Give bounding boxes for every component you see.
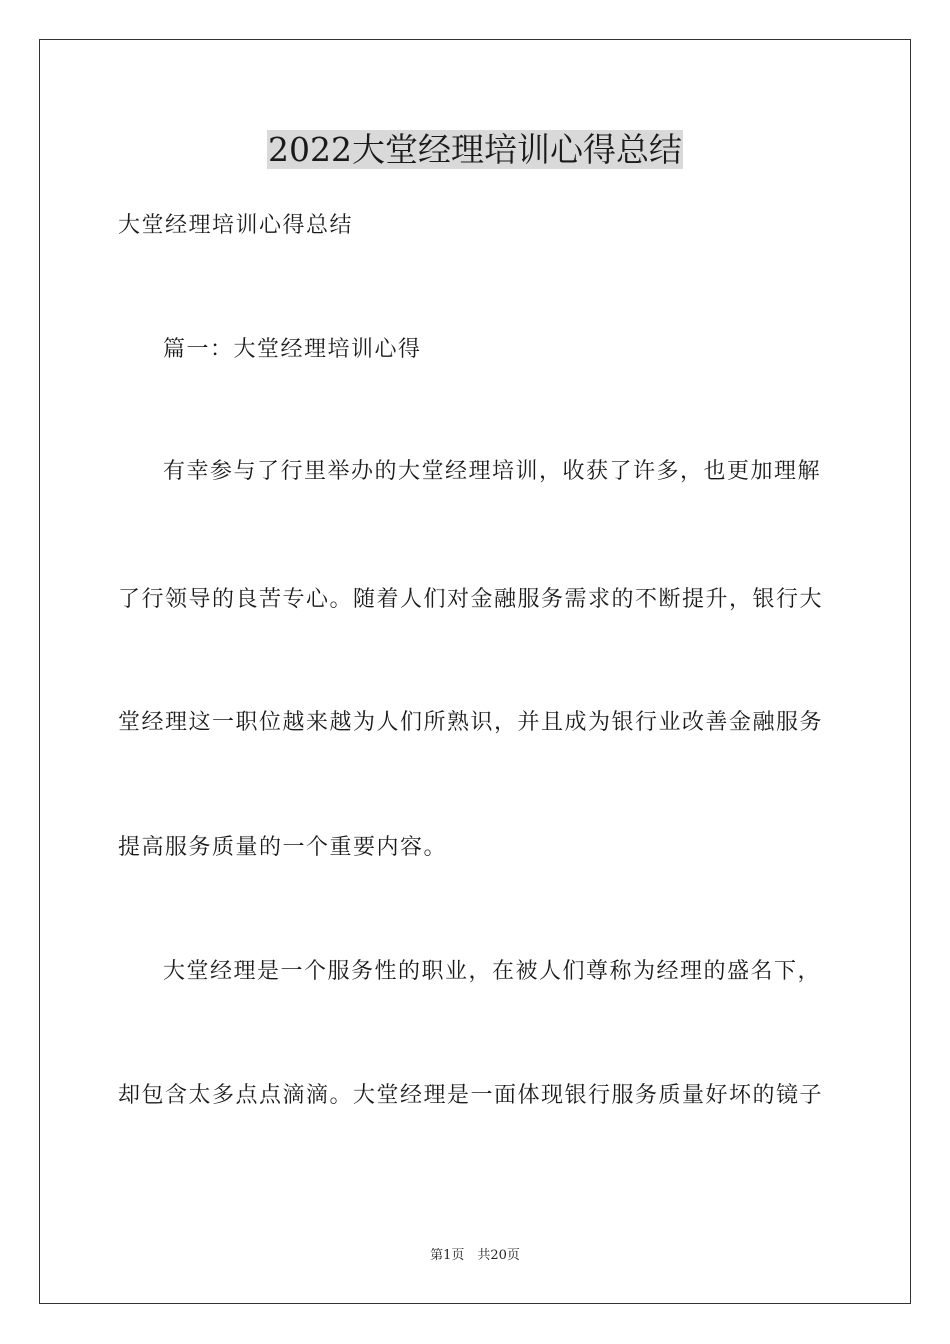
page-footer: 第1页 共20页 <box>430 1248 520 1263</box>
paragraph-line: 却包含太多点点滴滴。大堂经理是一面体现银行服务质量好坏的镜子 <box>118 1083 824 1108</box>
document-title <box>0 128 950 172</box>
paragraph-line: 了行领导的良苦专心。随着人们对金融服务需求的不断提升，银行大 <box>118 587 824 612</box>
section-heading: 篇一：大堂经理培训心得 <box>163 337 422 362</box>
subtitle-line: 大堂经理培训心得总结 <box>118 213 354 238</box>
paragraph-line: 有幸参与了行里举办的大堂经理培训，收获了许多，也更加理解 <box>163 459 822 484</box>
paragraph-line: 提高服务质量的一个重要内容。 <box>118 835 448 860</box>
paragraph-line: 堂经理这一职位越来越为人们所熟识，并且成为银行业改善金融服务 <box>118 710 824 735</box>
paragraph-line: 大堂经理是一个服务性的职业，在被人们尊称为经理的盛名下， <box>163 959 822 984</box>
document-title-text: 2022大堂经理培训心得总结 <box>268 130 682 169</box>
